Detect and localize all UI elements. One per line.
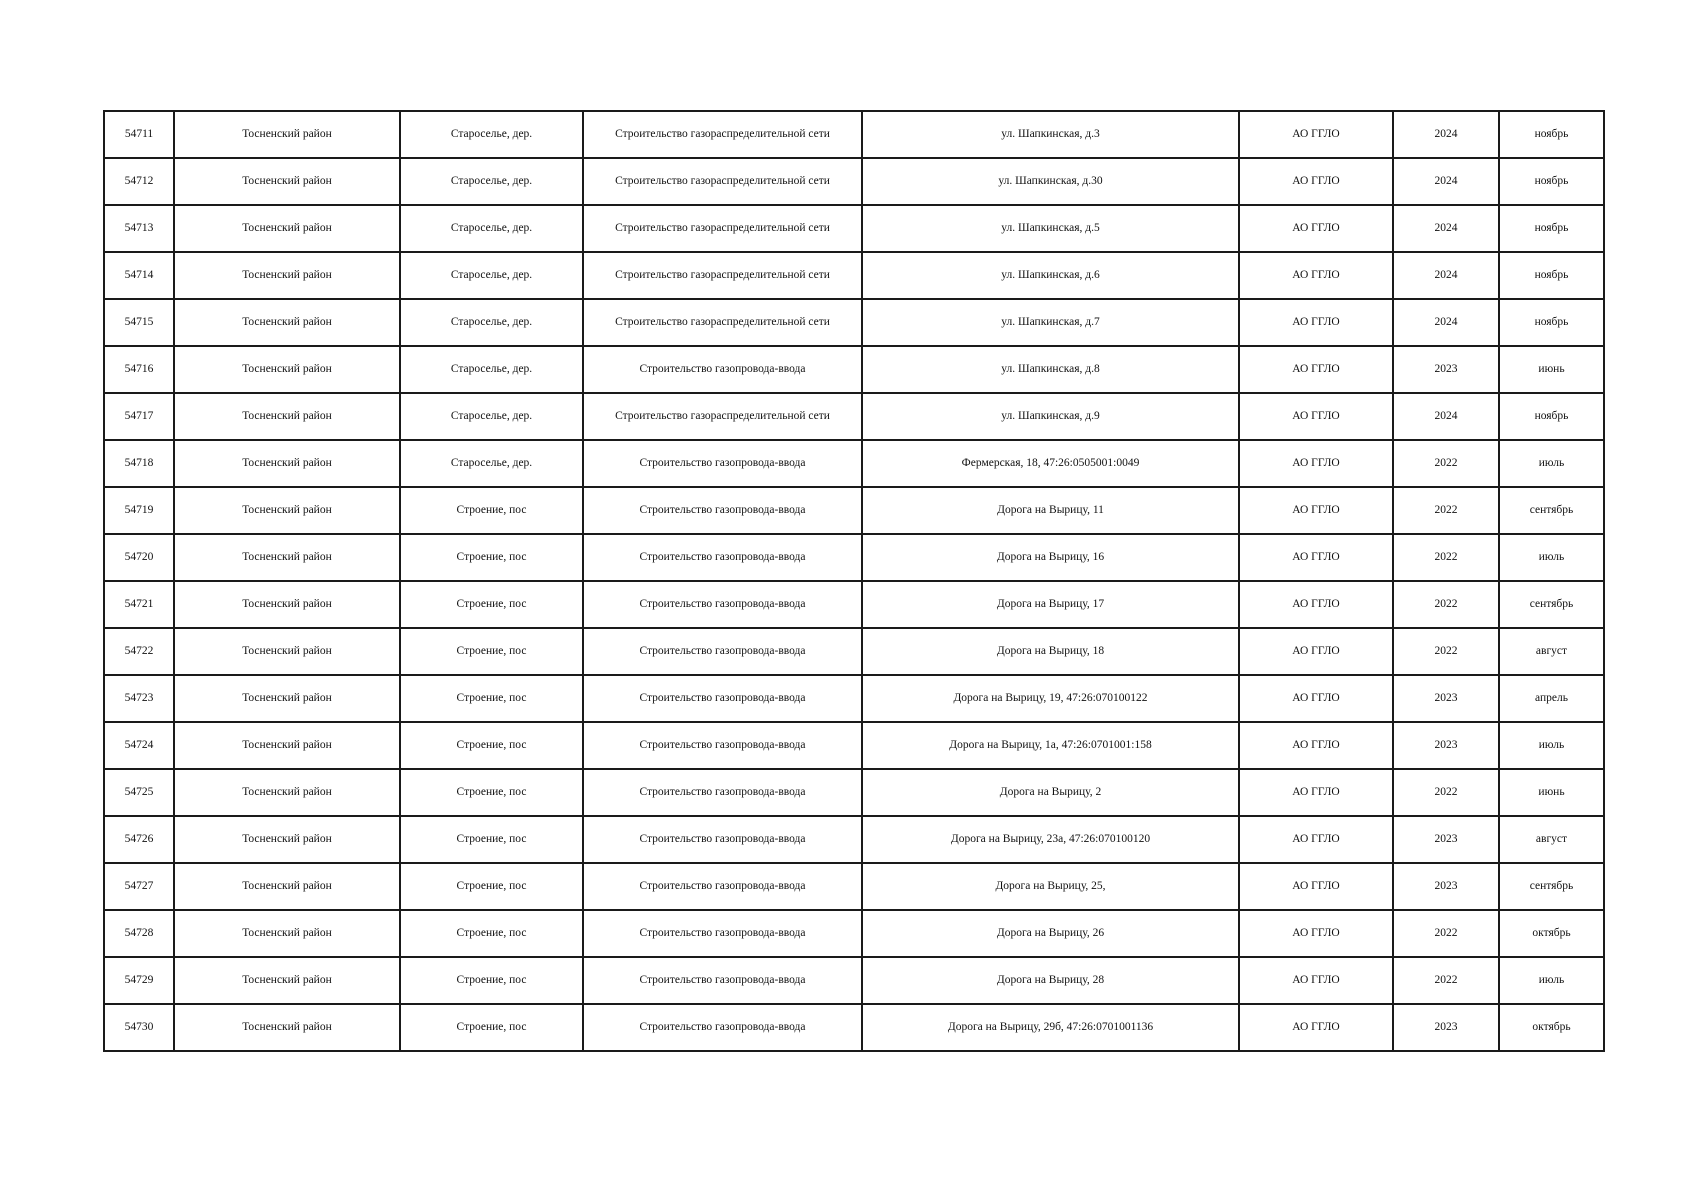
cell-address: Дорога на Вырицу, 2 [862, 769, 1239, 816]
table-row [104, 252, 1604, 299]
cell-year: 2024 [1393, 393, 1499, 440]
cell-work-type: Строительство газопровода-ввода [583, 675, 862, 722]
cell-organization: АО ГГЛО [1239, 769, 1393, 816]
cell-year: 2024 [1393, 205, 1499, 252]
cell-district: Тосненский район [174, 393, 400, 440]
cell-month: июль [1499, 534, 1604, 581]
cell-address: Дорога на Вырицу, 28 [862, 957, 1239, 1004]
cell-work-type: Строительство газораспределительной сети [583, 299, 862, 346]
table-row [104, 816, 1604, 863]
cell-month: апрель [1499, 675, 1604, 722]
table-row [104, 158, 1604, 205]
cell-settlement: Строение, пос [400, 722, 583, 769]
cell-address: Дорога на Вырицу, 11 [862, 487, 1239, 534]
cell-year: 2023 [1393, 675, 1499, 722]
table-row [104, 722, 1604, 769]
cell-number: 54713 [104, 205, 174, 252]
cell-work-type: Строительство газопровода-ввода [583, 1004, 862, 1051]
cell-address: Дорога на Вырицу, 25, [862, 863, 1239, 910]
cell-number: 54728 [104, 910, 174, 957]
cell-work-type: Строительство газораспределительной сети [583, 111, 862, 158]
cell-settlement: Строение, пос [400, 628, 583, 675]
cell-month: ноябрь [1499, 158, 1604, 205]
cell-address: ул. Шапкинская, д.30 [862, 158, 1239, 205]
cell-number: 54722 [104, 628, 174, 675]
cell-year: 2024 [1393, 252, 1499, 299]
cell-district: Тосненский район [174, 158, 400, 205]
cell-address: ул. Шапкинская, д.7 [862, 299, 1239, 346]
cell-work-type: Строительство газопровода-ввода [583, 346, 862, 393]
cell-organization: АО ГГЛО [1239, 393, 1393, 440]
cell-address: Дорога на Вырицу, 29б, 47:26:0701001136 [862, 1004, 1239, 1051]
cell-address: Дорога на Вырицу, 17 [862, 581, 1239, 628]
cell-number: 54712 [104, 158, 174, 205]
cell-organization: АО ГГЛО [1239, 816, 1393, 863]
table-row [104, 769, 1604, 816]
cell-district: Тосненский район [174, 910, 400, 957]
cell-month: июль [1499, 440, 1604, 487]
cell-district: Тосненский район [174, 205, 400, 252]
cell-work-type: Строительство газораспределительной сети [583, 158, 862, 205]
cell-address: Дорога на Вырицу, 16 [862, 534, 1239, 581]
cell-district: Тосненский район [174, 769, 400, 816]
cell-district: Тосненский район [174, 299, 400, 346]
cell-district: Тосненский район [174, 581, 400, 628]
cell-month: август [1499, 628, 1604, 675]
cell-number: 54723 [104, 675, 174, 722]
cell-year: 2023 [1393, 1004, 1499, 1051]
cell-organization: АО ГГЛО [1239, 487, 1393, 534]
table-row [104, 205, 1604, 252]
cell-number: 54715 [104, 299, 174, 346]
cell-district: Тосненский район [174, 440, 400, 487]
cell-settlement: Староселье, дер. [400, 205, 583, 252]
cell-month: ноябрь [1499, 205, 1604, 252]
cell-address: ул. Шапкинская, д.5 [862, 205, 1239, 252]
table-row [104, 299, 1604, 346]
cell-month: ноябрь [1499, 111, 1604, 158]
cell-number: 54730 [104, 1004, 174, 1051]
cell-address: Дорога на Вырицу, 26 [862, 910, 1239, 957]
cell-settlement: Староселье, дер. [400, 393, 583, 440]
cell-year: 2024 [1393, 299, 1499, 346]
cell-district: Тосненский район [174, 722, 400, 769]
cell-work-type: Строительство газопровода-ввода [583, 440, 862, 487]
cell-organization: АО ГГЛО [1239, 346, 1393, 393]
cell-district: Тосненский район [174, 1004, 400, 1051]
cell-organization: АО ГГЛО [1239, 252, 1393, 299]
cell-year: 2023 [1393, 863, 1499, 910]
cell-district: Тосненский район [174, 346, 400, 393]
cell-organization: АО ГГЛО [1239, 111, 1393, 158]
cell-year: 2022 [1393, 534, 1499, 581]
cell-address: ул. Шапкинская, д.6 [862, 252, 1239, 299]
cell-organization: АО ГГЛО [1239, 1004, 1393, 1051]
cell-number: 54720 [104, 534, 174, 581]
cell-year: 2024 [1393, 111, 1499, 158]
cell-work-type: Строительство газопровода-ввода [583, 722, 862, 769]
cell-year: 2022 [1393, 487, 1499, 534]
cell-settlement: Строение, пос [400, 487, 583, 534]
cell-number: 54716 [104, 346, 174, 393]
cell-address: ул. Шапкинская, д.3 [862, 111, 1239, 158]
cell-year: 2022 [1393, 769, 1499, 816]
object-table [103, 110, 1605, 1052]
cell-organization: АО ГГЛО [1239, 205, 1393, 252]
cell-month: сентябрь [1499, 581, 1604, 628]
cell-work-type: Строительство газораспределительной сети [583, 252, 862, 299]
table-row [104, 581, 1604, 628]
table-row [104, 957, 1604, 1004]
cell-month: октябрь [1499, 1004, 1604, 1051]
table-row [104, 440, 1604, 487]
cell-year: 2022 [1393, 581, 1499, 628]
cell-district: Тосненский район [174, 816, 400, 863]
cell-year: 2022 [1393, 440, 1499, 487]
cell-settlement: Староселье, дер. [400, 252, 583, 299]
cell-address: Дорога на Вырицу, 23а, 47:26:070100120 [862, 816, 1239, 863]
cell-organization: АО ГГЛО [1239, 440, 1393, 487]
cell-district: Тосненский район [174, 675, 400, 722]
cell-number: 54717 [104, 393, 174, 440]
cell-settlement: Строение, пос [400, 581, 583, 628]
cell-settlement: Староселье, дер. [400, 111, 583, 158]
cell-settlement: Строение, пос [400, 957, 583, 1004]
cell-settlement: Строение, пос [400, 816, 583, 863]
cell-month: ноябрь [1499, 299, 1604, 346]
cell-organization: АО ГГЛО [1239, 675, 1393, 722]
table-row [104, 346, 1604, 393]
cell-settlement: Строение, пос [400, 910, 583, 957]
cell-settlement: Строение, пос [400, 534, 583, 581]
cell-month: сентябрь [1499, 487, 1604, 534]
cell-organization: АО ГГЛО [1239, 581, 1393, 628]
cell-number: 54719 [104, 487, 174, 534]
cell-address: Дорога на Вырицу, 1а, 47:26:0701001:158 [862, 722, 1239, 769]
table-row [104, 675, 1604, 722]
cell-settlement: Строение, пос [400, 863, 583, 910]
cell-organization: АО ГГЛО [1239, 910, 1393, 957]
cell-year: 2022 [1393, 910, 1499, 957]
cell-work-type: Строительство газопровода-ввода [583, 769, 862, 816]
cell-work-type: Строительство газопровода-ввода [583, 957, 862, 1004]
cell-address: Дорога на Вырицу, 18 [862, 628, 1239, 675]
cell-work-type: Строительство газопровода-ввода [583, 910, 862, 957]
cell-work-type: Строительство газопровода-ввода [583, 628, 862, 675]
cell-number: 54718 [104, 440, 174, 487]
cell-number: 54727 [104, 863, 174, 910]
cell-district: Тосненский район [174, 487, 400, 534]
cell-district: Тосненский район [174, 252, 400, 299]
cell-year: 2023 [1393, 722, 1499, 769]
table-row [104, 628, 1604, 675]
table-row [104, 487, 1604, 534]
cell-district: Тосненский район [174, 111, 400, 158]
cell-year: 2022 [1393, 957, 1499, 1004]
table-row [104, 910, 1604, 957]
cell-work-type: Строительство газопровода-ввода [583, 863, 862, 910]
cell-settlement: Строение, пос [400, 675, 583, 722]
cell-number: 54725 [104, 769, 174, 816]
table-body [104, 111, 1604, 1051]
cell-month: сентябрь [1499, 863, 1604, 910]
table-row [104, 863, 1604, 910]
cell-month: июнь [1499, 769, 1604, 816]
cell-district: Тосненский район [174, 957, 400, 1004]
cell-year: 2023 [1393, 816, 1499, 863]
cell-number: 54721 [104, 581, 174, 628]
cell-work-type: Строительство газораспределительной сети [583, 205, 862, 252]
cell-month: октябрь [1499, 910, 1604, 957]
cell-work-type: Строительство газопровода-ввода [583, 816, 862, 863]
cell-organization: АО ГГЛО [1239, 722, 1393, 769]
cell-work-type: Строительство газопровода-ввода [583, 534, 862, 581]
cell-settlement: Староселье, дер. [400, 299, 583, 346]
cell-month: август [1499, 816, 1604, 863]
cell-settlement: Строение, пос [400, 769, 583, 816]
cell-address: Фермерская, 18, 47:26:0505001:0049 [862, 440, 1239, 487]
cell-number: 54711 [104, 111, 174, 158]
cell-organization: АО ГГЛО [1239, 957, 1393, 1004]
cell-month: ноябрь [1499, 252, 1604, 299]
cell-number: 54729 [104, 957, 174, 1004]
cell-address: ул. Шапкинская, д.8 [862, 346, 1239, 393]
cell-month: июль [1499, 722, 1604, 769]
cell-number: 54724 [104, 722, 174, 769]
cell-work-type: Строительство газопровода-ввода [583, 487, 862, 534]
cell-year: 2023 [1393, 346, 1499, 393]
cell-settlement: Староселье, дер. [400, 346, 583, 393]
cell-year: 2024 [1393, 158, 1499, 205]
cell-month: ноябрь [1499, 393, 1604, 440]
cell-district: Тосненский район [174, 628, 400, 675]
cell-work-type: Строительство газопровода-ввода [583, 581, 862, 628]
cell-organization: АО ГГЛО [1239, 299, 1393, 346]
cell-work-type: Строительство газораспределительной сети [583, 393, 862, 440]
table-row [104, 534, 1604, 581]
cell-district: Тосненский район [174, 863, 400, 910]
cell-address: ул. Шапкинская, д.9 [862, 393, 1239, 440]
cell-number: 54726 [104, 816, 174, 863]
cell-address: Дорога на Вырицу, 19, 47:26:070100122 [862, 675, 1239, 722]
cell-organization: АО ГГЛО [1239, 863, 1393, 910]
cell-organization: АО ГГЛО [1239, 534, 1393, 581]
cell-year: 2022 [1393, 628, 1499, 675]
cell-organization: АО ГГЛО [1239, 158, 1393, 205]
table-row [104, 393, 1604, 440]
cell-settlement: Строение, пос [400, 1004, 583, 1051]
cell-number: 54714 [104, 252, 174, 299]
cell-settlement: Староселье, дер. [400, 440, 583, 487]
cell-month: июль [1499, 957, 1604, 1004]
table-row [104, 111, 1604, 158]
cell-settlement: Староселье, дер. [400, 158, 583, 205]
table-row [104, 1004, 1604, 1051]
cell-district: Тосненский район [174, 534, 400, 581]
cell-organization: АО ГГЛО [1239, 628, 1393, 675]
cell-month: июнь [1499, 346, 1604, 393]
